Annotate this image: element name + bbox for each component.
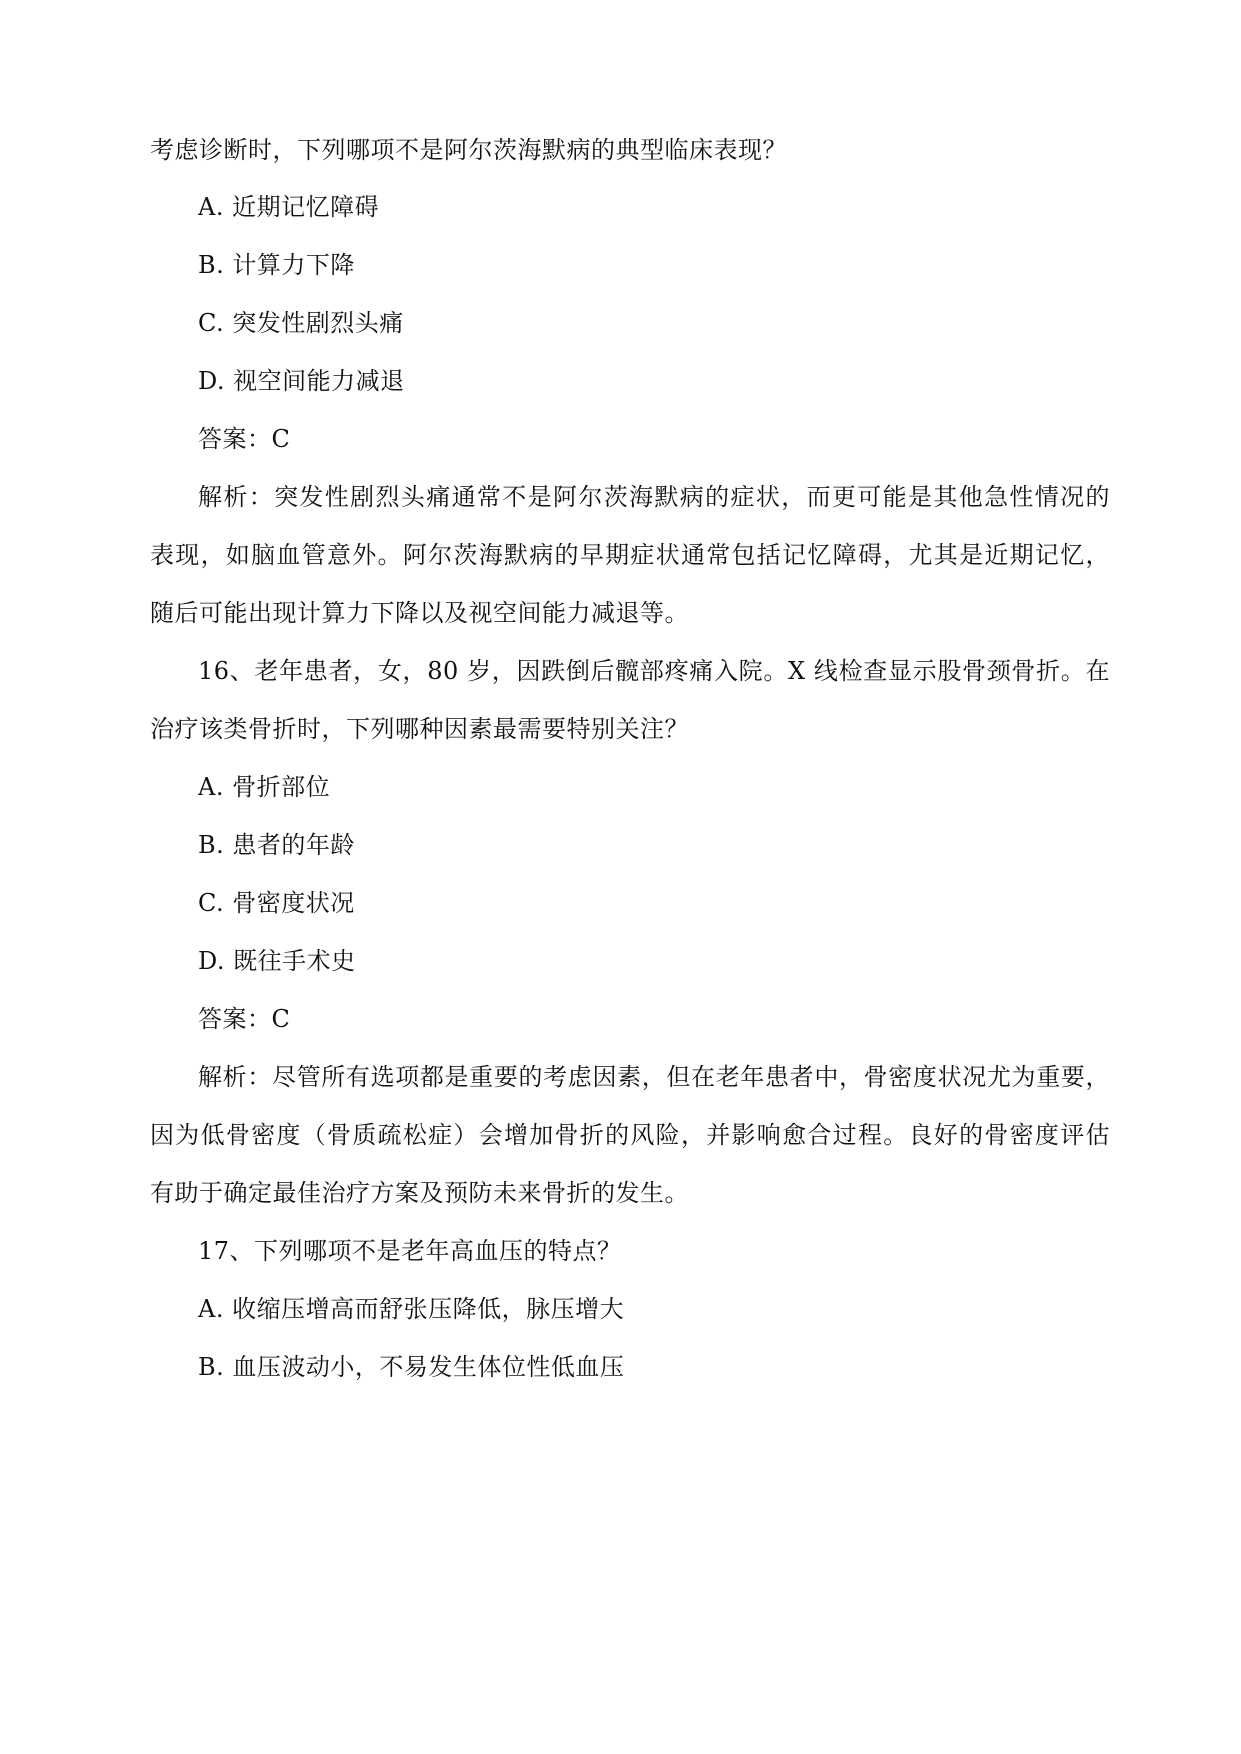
q16-analysis-line-2: 因为低骨密度（骨质疏松症）会增加骨折的风险，并影响愈合过程。良好的骨密度评估 (150, 1121, 1110, 1149)
q15-analysis-line-2: 表现，如脑血管意外。阿尔茨海默病的早期症状通常包括记忆障碍，尤其是近期记忆， (150, 541, 1110, 569)
q15-option-c: C. 突发性剧烈头痛 (198, 309, 404, 337)
q15-answer: 答案：C (198, 425, 291, 453)
q16-option-d: D. 既往手术史 (198, 947, 356, 975)
q16-option-a: A. 骨折部位 (198, 773, 331, 801)
q15-analysis-line-1: 解析：突发性剧烈头痛通常不是阿尔茨海默病的症状，而更可能是其他急性情况的 (198, 483, 1110, 511)
q16-analysis-line-1: 解析：尽管所有选项都是重要的考虑因素，但在老年患者中，骨密度状况尤为重要， (198, 1063, 1110, 1091)
q16-option-b: B. 患者的年龄 (198, 831, 355, 859)
q16-answer: 答案：C (198, 1005, 291, 1033)
q16-analysis-line-3: 有助于确定最佳治疗方案及预防未来骨折的发生。 (150, 1179, 689, 1207)
q15-analysis-line-3: 随后可能出现计算力下降以及视空间能力减退等。 (150, 599, 689, 627)
q17-option-b: B. 血压波动小，不易发生体位性低血压 (198, 1353, 625, 1381)
q16-stem-line-1: 16、老年患者，女，80 岁，因跌倒后髋部疼痛入院。X 线检查显示股骨颈骨折。在 (198, 657, 1110, 685)
q15-option-b: B. 计算力下降 (198, 251, 355, 279)
q16-stem-line-2: 治疗该类骨折时，下列哪种因素最需要特别关注？ (150, 715, 689, 743)
q15-stem-text: 考虑诊断时，下列哪项不是阿尔茨海默病的典型临床表现？ (150, 136, 787, 164)
q17-option-a: A. 收缩压增高而舒张压降低，脉压增大 (198, 1295, 625, 1323)
q17-stem: 17、下列哪项不是老年高血压的特点？ (198, 1237, 622, 1265)
q16-option-c: C. 骨密度状况 (198, 889, 355, 917)
q15-option-d: D. 视空间能力减退 (198, 367, 405, 395)
q15-option-a: A. 近期记忆障碍 (198, 193, 380, 221)
